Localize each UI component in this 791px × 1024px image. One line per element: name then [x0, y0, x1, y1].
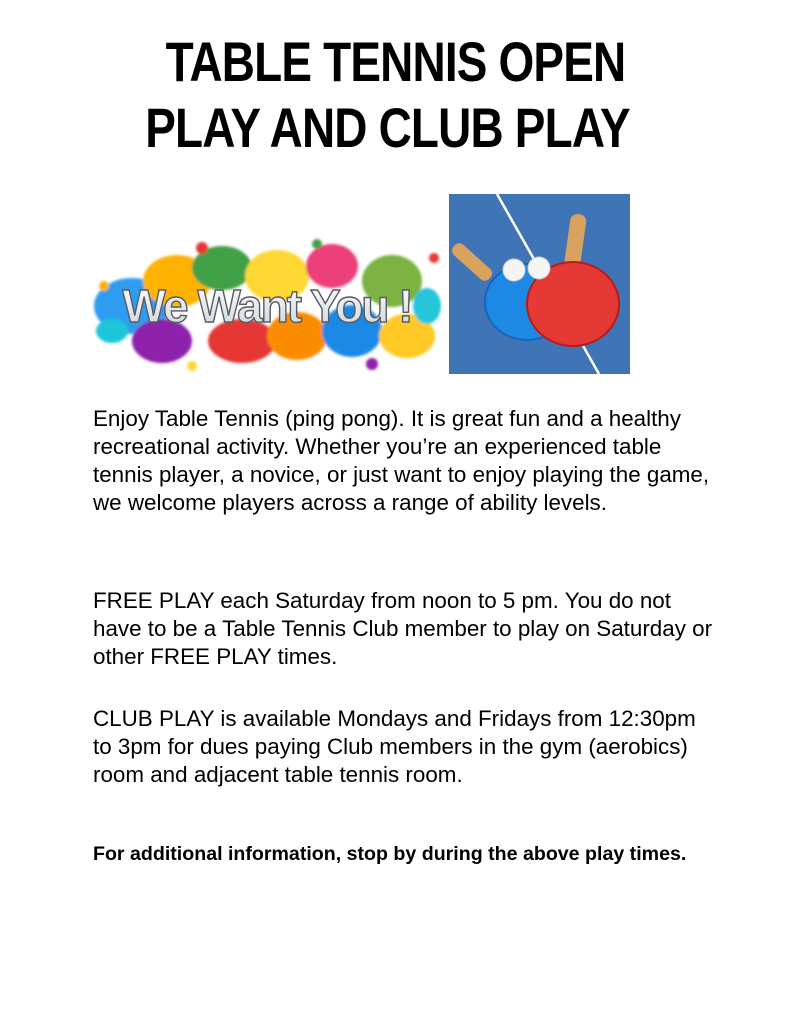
we-want-you-text: We Want You ! [122, 280, 412, 332]
ball-icon [503, 259, 525, 281]
page-title-line-1: TABLE TENNIS OPEN [165, 30, 626, 93]
ball-icon [528, 257, 550, 279]
club-play-paragraph: CLUB PLAY is available Mondays and Fridays from 12:30pm to 3pm for dues paying Club members in the gym (aerobics) room and adjacent table tennis room. [93, 706, 696, 787]
free-play-paragraph: FREE PLAY each Saturday from noon to 5 pm. You do not have to be a Table Tennis Club member to play on Saturday or other FREE PLAY times. [93, 588, 713, 669]
we-want-you-image [92, 236, 442, 374]
page-title-line-2: PLAY AND CLUB PLAY [145, 96, 630, 159]
intro-paragraph: Enjoy Table Tennis (ping pong). It is great fun and a healthy recreational activity. Whether you’re an experienced table tennis player, a novice, or just want to enjoy playing the game, we welcome players across a range of ability levels. [93, 406, 710, 515]
ping-pong-paddles-image [449, 194, 630, 374]
more-info-paragraph: For additional information, stop by during the above play times. [93, 843, 687, 865]
